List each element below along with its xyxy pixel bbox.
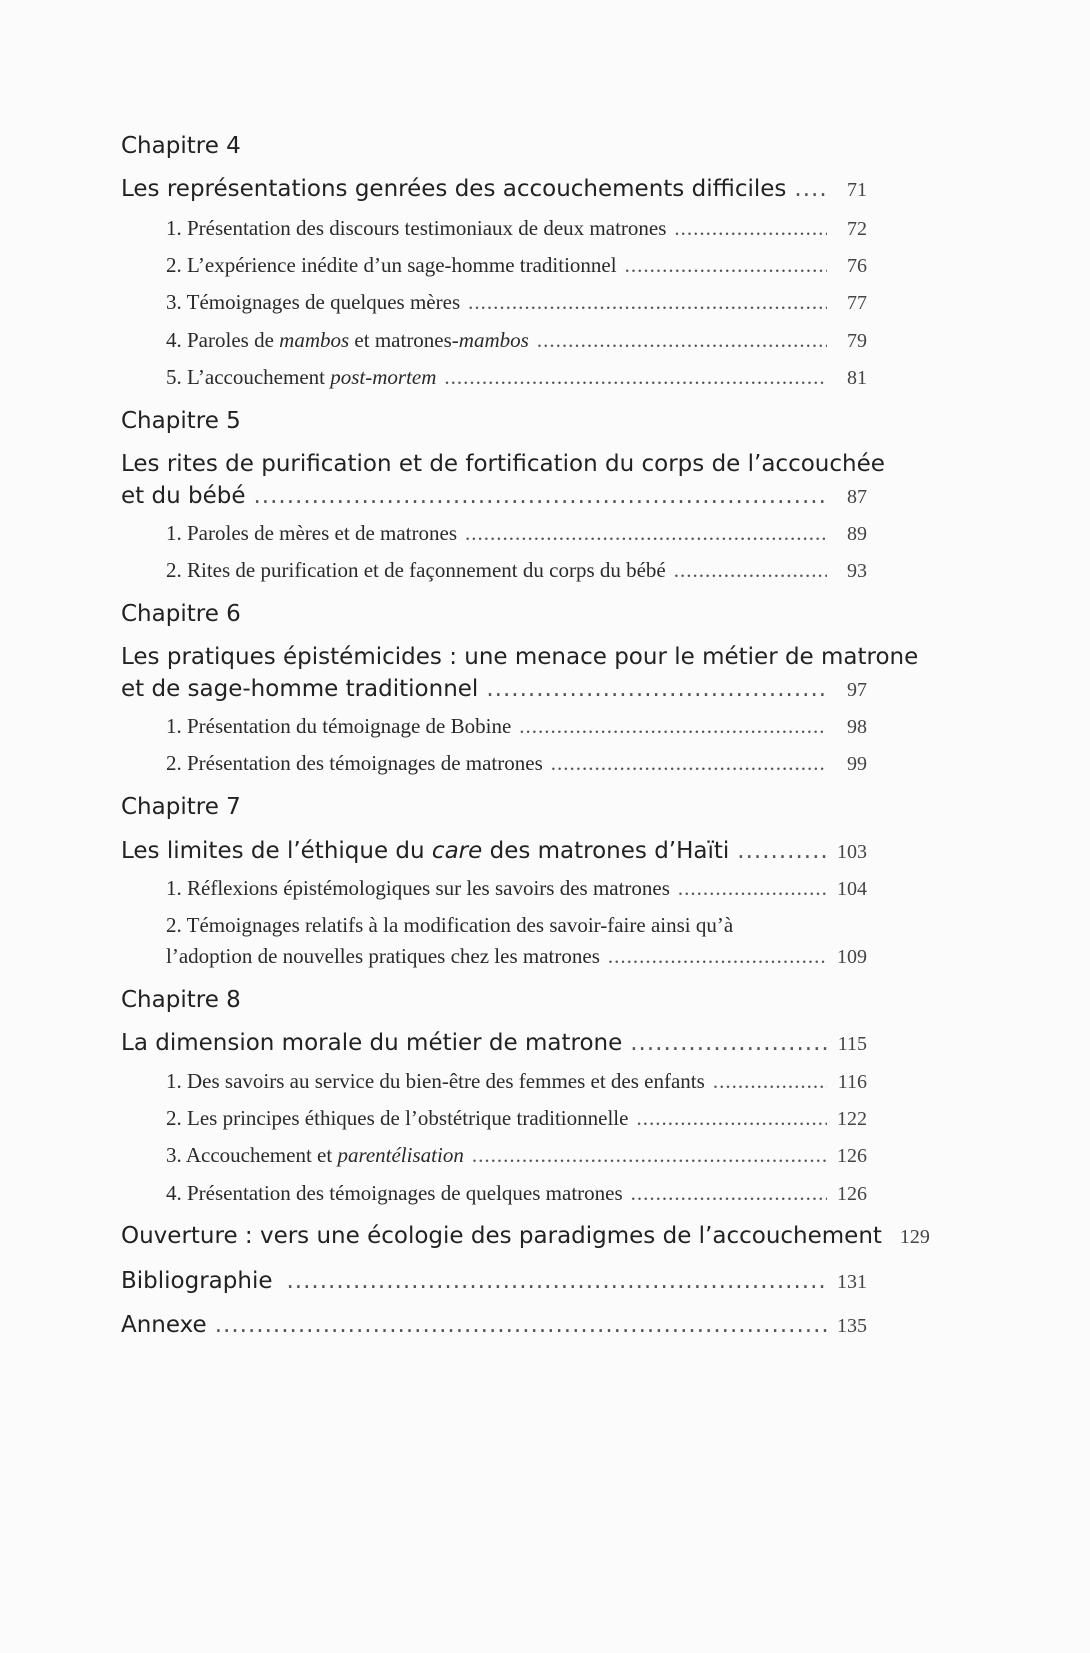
toc-entry-section[interactable] bbox=[166, 521, 867, 546]
entry-title bbox=[121, 838, 729, 864]
entry-title-part: des matrones d’Haïti bbox=[482, 838, 730, 864]
page-number: 76 bbox=[847, 255, 867, 277]
dot-leader bbox=[713, 1069, 827, 1094]
entry-title bbox=[166, 1143, 464, 1168]
page-number: 103 bbox=[837, 841, 867, 863]
chapter-title-line[interactable]: Les pratiques épistémicides : une menace pour le métier de matrone bbox=[121, 644, 919, 670]
toc-entry-ouverture[interactable] bbox=[121, 1223, 930, 1249]
entry-title: 1. Présentation du témoignage de Bobine bbox=[166, 714, 512, 738]
dot-leader bbox=[472, 1143, 827, 1168]
entry-title: 2. Les principes éthiques de l’obstétrique traditionnelle bbox=[166, 1106, 629, 1130]
dot-leader bbox=[674, 216, 827, 241]
entry-title-italic: post-mortem bbox=[330, 365, 437, 389]
entry-title: 1. Des savoirs au service du bien-être des femmes et des enfants bbox=[166, 1069, 705, 1093]
toc-entry-annexe[interactable] bbox=[121, 1312, 867, 1338]
chapter-label: Chapitre 5 bbox=[121, 408, 241, 434]
page-number: 129 bbox=[899, 1226, 930, 1248]
dot-leader bbox=[444, 365, 827, 390]
toc-entry-section[interactable] bbox=[166, 944, 867, 969]
toc-entry-section[interactable] bbox=[166, 1181, 867, 1206]
dot-leader bbox=[465, 521, 827, 546]
toc-entry-section[interactable] bbox=[166, 1069, 867, 1094]
dot-leader bbox=[215, 1312, 827, 1338]
page-number: 122 bbox=[837, 1108, 867, 1130]
toc-entry-chapter-title[interactable] bbox=[121, 1030, 867, 1056]
entry-title: Les représentations genrées des accouchements difficiles bbox=[121, 176, 787, 202]
entry-title bbox=[166, 365, 436, 390]
dot-leader bbox=[608, 944, 827, 969]
page-number: 71 bbox=[847, 179, 867, 201]
page-number: 126 bbox=[837, 1183, 867, 1205]
toc-entry-section[interactable] bbox=[166, 1106, 867, 1131]
page-number: 72 bbox=[847, 218, 867, 240]
toc-entry-section[interactable] bbox=[166, 876, 867, 901]
dot-leader bbox=[537, 328, 827, 353]
dot-leader bbox=[468, 290, 827, 315]
entry-title-italic: mambos bbox=[458, 328, 529, 352]
page-number: 131 bbox=[837, 1271, 867, 1293]
toc-entry-section[interactable] bbox=[166, 253, 867, 278]
chapter-label: Chapitre 8 bbox=[121, 987, 241, 1013]
entry-title-italic: mambos bbox=[279, 328, 350, 352]
entry-title: 1. Présentation des discours testimoniaux de deux matrones bbox=[166, 216, 667, 240]
page-number: 81 bbox=[847, 367, 867, 389]
toc-entry-bibliographie[interactable] bbox=[121, 1268, 867, 1294]
dot-leader bbox=[625, 253, 827, 278]
toc-entry-section[interactable] bbox=[166, 216, 867, 241]
entry-title: Annexe bbox=[121, 1312, 207, 1338]
toc-entry-section[interactable] bbox=[166, 558, 867, 583]
chapter-label: Chapitre 4 bbox=[121, 133, 241, 159]
dot-leader bbox=[630, 1030, 827, 1056]
page-number: 89 bbox=[847, 523, 867, 545]
dot-leader bbox=[678, 876, 827, 901]
entry-title-part: et matrones- bbox=[349, 328, 459, 352]
page-number: 109 bbox=[837, 946, 867, 968]
entry-title: 2. Présentation des témoignages de matrones bbox=[166, 751, 543, 775]
chapter-title-line[interactable]: Les rites de purification et de fortification du corps de l’accouchée bbox=[121, 451, 885, 477]
page-number: 104 bbox=[837, 878, 867, 900]
dot-leader bbox=[737, 838, 827, 864]
toc-entry-section[interactable] bbox=[166, 751, 867, 776]
toc-entry-section[interactable] bbox=[166, 1143, 867, 1168]
dot-leader bbox=[287, 1268, 828, 1294]
toc-entry-section[interactable] bbox=[166, 290, 867, 315]
toc-entry-chapter-title[interactable] bbox=[121, 838, 867, 864]
dot-leader bbox=[551, 751, 827, 776]
page-number: 79 bbox=[847, 330, 867, 352]
toc-entry-chapter-title[interactable] bbox=[121, 676, 867, 702]
toc-entry-section[interactable] bbox=[166, 328, 867, 353]
entry-title: 2. Rites de purification et de façonnement du corps du bébé bbox=[166, 558, 666, 582]
page-number: 115 bbox=[837, 1033, 867, 1055]
entry-title: 4. Présentation des témoignages de quelques matrones bbox=[166, 1181, 623, 1205]
entry-title-italic: care bbox=[431, 838, 483, 864]
entry-title: Ouverture : vers une écologie des paradigmes de l’accouchement bbox=[121, 1223, 882, 1249]
entry-title: et du bébé bbox=[121, 483, 246, 509]
dot-leader bbox=[674, 558, 827, 583]
entry-title-part: 3. Accouchement et bbox=[166, 1143, 338, 1167]
entry-title: 3. Témoignages de quelques mères bbox=[166, 290, 461, 314]
dot-leader bbox=[631, 1181, 827, 1206]
entry-title bbox=[166, 328, 529, 353]
page-number: 87 bbox=[847, 486, 867, 508]
chapter-label: Chapitre 6 bbox=[121, 601, 241, 627]
entry-title: et de sage-homme traditionnel bbox=[121, 676, 479, 702]
entry-title: l’adoption de nouvelles pratiques chez les matrones bbox=[166, 944, 600, 968]
dot-leader bbox=[519, 714, 827, 739]
entry-title-part: 5. L’accouchement bbox=[166, 365, 331, 389]
page-number: 116 bbox=[837, 1071, 867, 1093]
toc-entry-chapter-title[interactable] bbox=[121, 483, 867, 509]
chapter-label: Chapitre 7 bbox=[121, 794, 241, 820]
page-number: 135 bbox=[837, 1315, 867, 1337]
dot-leader bbox=[486, 676, 827, 702]
entry-title-part: 4. Paroles de bbox=[166, 328, 280, 352]
entry-title: 2. L’expérience inédite d’un sage-homme traditionnel bbox=[166, 253, 617, 277]
toc-entry-section[interactable] bbox=[166, 714, 867, 739]
entry-title: 1. Paroles de mères et de matrones bbox=[166, 521, 457, 545]
page-number: 77 bbox=[847, 292, 867, 314]
toc-entry-chapter-title[interactable] bbox=[121, 176, 867, 202]
entry-title-italic: parentélisation bbox=[337, 1143, 464, 1167]
entry-title: La dimension morale du métier de matrone bbox=[121, 1030, 623, 1056]
page-number: 99 bbox=[847, 753, 867, 775]
entry-title: Bibliographie bbox=[121, 1268, 273, 1294]
dot-leader bbox=[253, 483, 827, 509]
page-number: 98 bbox=[847, 716, 867, 738]
dot-leader bbox=[794, 176, 827, 202]
page-number: 126 bbox=[837, 1145, 867, 1167]
section-title-line[interactable]: 2. Témoignages relatifs à la modification des savoir-faire ainsi qu’à bbox=[166, 913, 734, 937]
entry-title-part: Les limites de l’éthique du bbox=[121, 838, 432, 864]
dot-leader bbox=[636, 1106, 827, 1131]
page-number: 97 bbox=[847, 679, 867, 701]
toc-entry-section[interactable] bbox=[166, 365, 867, 390]
entry-title: 1. Réflexions épistémologiques sur les savoirs des matrones bbox=[166, 876, 670, 900]
page-number: 93 bbox=[847, 560, 867, 582]
